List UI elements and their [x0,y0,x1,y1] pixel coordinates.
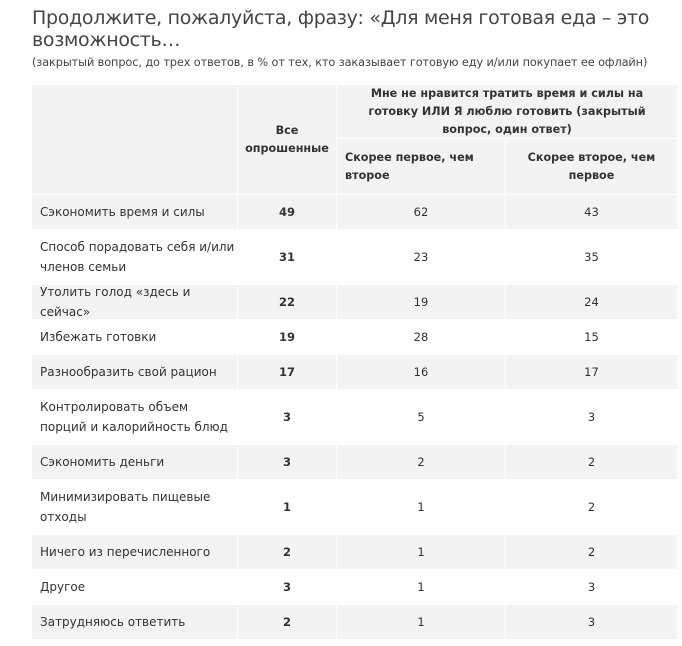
row-value-first: 5 [417,410,425,424]
row-value-all: 3 [282,580,291,594]
row-value-first: 62 [337,195,505,229]
row-value-second: 24 [506,285,677,319]
page-title: Продолжите, пожалуйста, фразу: «Для меня готовая еда – это возможность… [32,7,650,51]
row-value-second: 43 [506,195,677,229]
row-label: Утолить голод «здесь и сейчас» [32,285,237,319]
row-label: Контролировать объем порций и калорийность блюд [40,400,228,434]
row-value-all: 31 [278,250,295,264]
header-all-respondents: Все опрошенные [238,85,336,194]
row-value-first: 1 [337,535,505,569]
header-empty-cell [32,85,237,194]
header-question: Мне не нравится тратить время и силы на готовку ИЛИ Я люблю готовить (закрытый вопрос, один ответ) [337,85,677,138]
row-value-all: 17 [238,355,336,389]
row-value-second: 2 [506,445,677,479]
row-value-second: 2 [506,535,677,569]
row-value-all: 1 [282,500,291,514]
header-col-first: Скорее первое, чем второе [337,139,505,194]
row-value-first: 1 [417,580,425,594]
row-label: Другое [40,580,86,594]
row-value-all: 22 [238,285,336,319]
page-subtitle: (закрытый вопрос, до трех ответов, в % от тех, кто заказывает готовую еду и/или покупает ее офлайн) [32,56,648,69]
row-label: Минимизировать пищевые отходы [40,490,211,524]
header-col-second: Скорее второе, чем первое [506,139,677,194]
row-value-all: 19 [278,330,295,344]
row-value-second: 2 [587,500,596,514]
row-value-second: 3 [587,410,596,424]
row-value-all: 2 [238,535,336,569]
row-value-first: 19 [337,285,505,319]
row-value-first: 28 [413,330,429,344]
row-value-all: 2 [238,605,336,639]
row-value-first: 16 [337,355,505,389]
row-value-all: 3 [282,410,291,424]
row-value-first: 2 [337,445,505,479]
row-value-second: 17 [506,355,677,389]
row-value-all: 3 [238,445,336,479]
row-label: Разнообразить свой рацион [32,355,237,389]
row-label: Ничего из перечисленного [32,535,237,569]
row-label: Способ порадовать себя и/или членов семьи [40,240,235,274]
row-value-all: 49 [238,195,336,229]
row-value-second: 3 [506,605,677,639]
row-value-first: 23 [413,250,429,264]
row-label: Избежать готовки [40,330,157,344]
row-value-first: 1 [337,605,505,639]
row-label: Сэкономить время и силы [32,195,237,229]
row-value-first: 1 [417,500,425,514]
row-value-second: 15 [584,330,599,344]
row-value-second: 35 [584,250,599,264]
row-label: Сэкономить деньги [32,445,237,479]
row-label: Затрудняюсь ответить [32,605,237,639]
row-value-second: 3 [587,580,596,594]
